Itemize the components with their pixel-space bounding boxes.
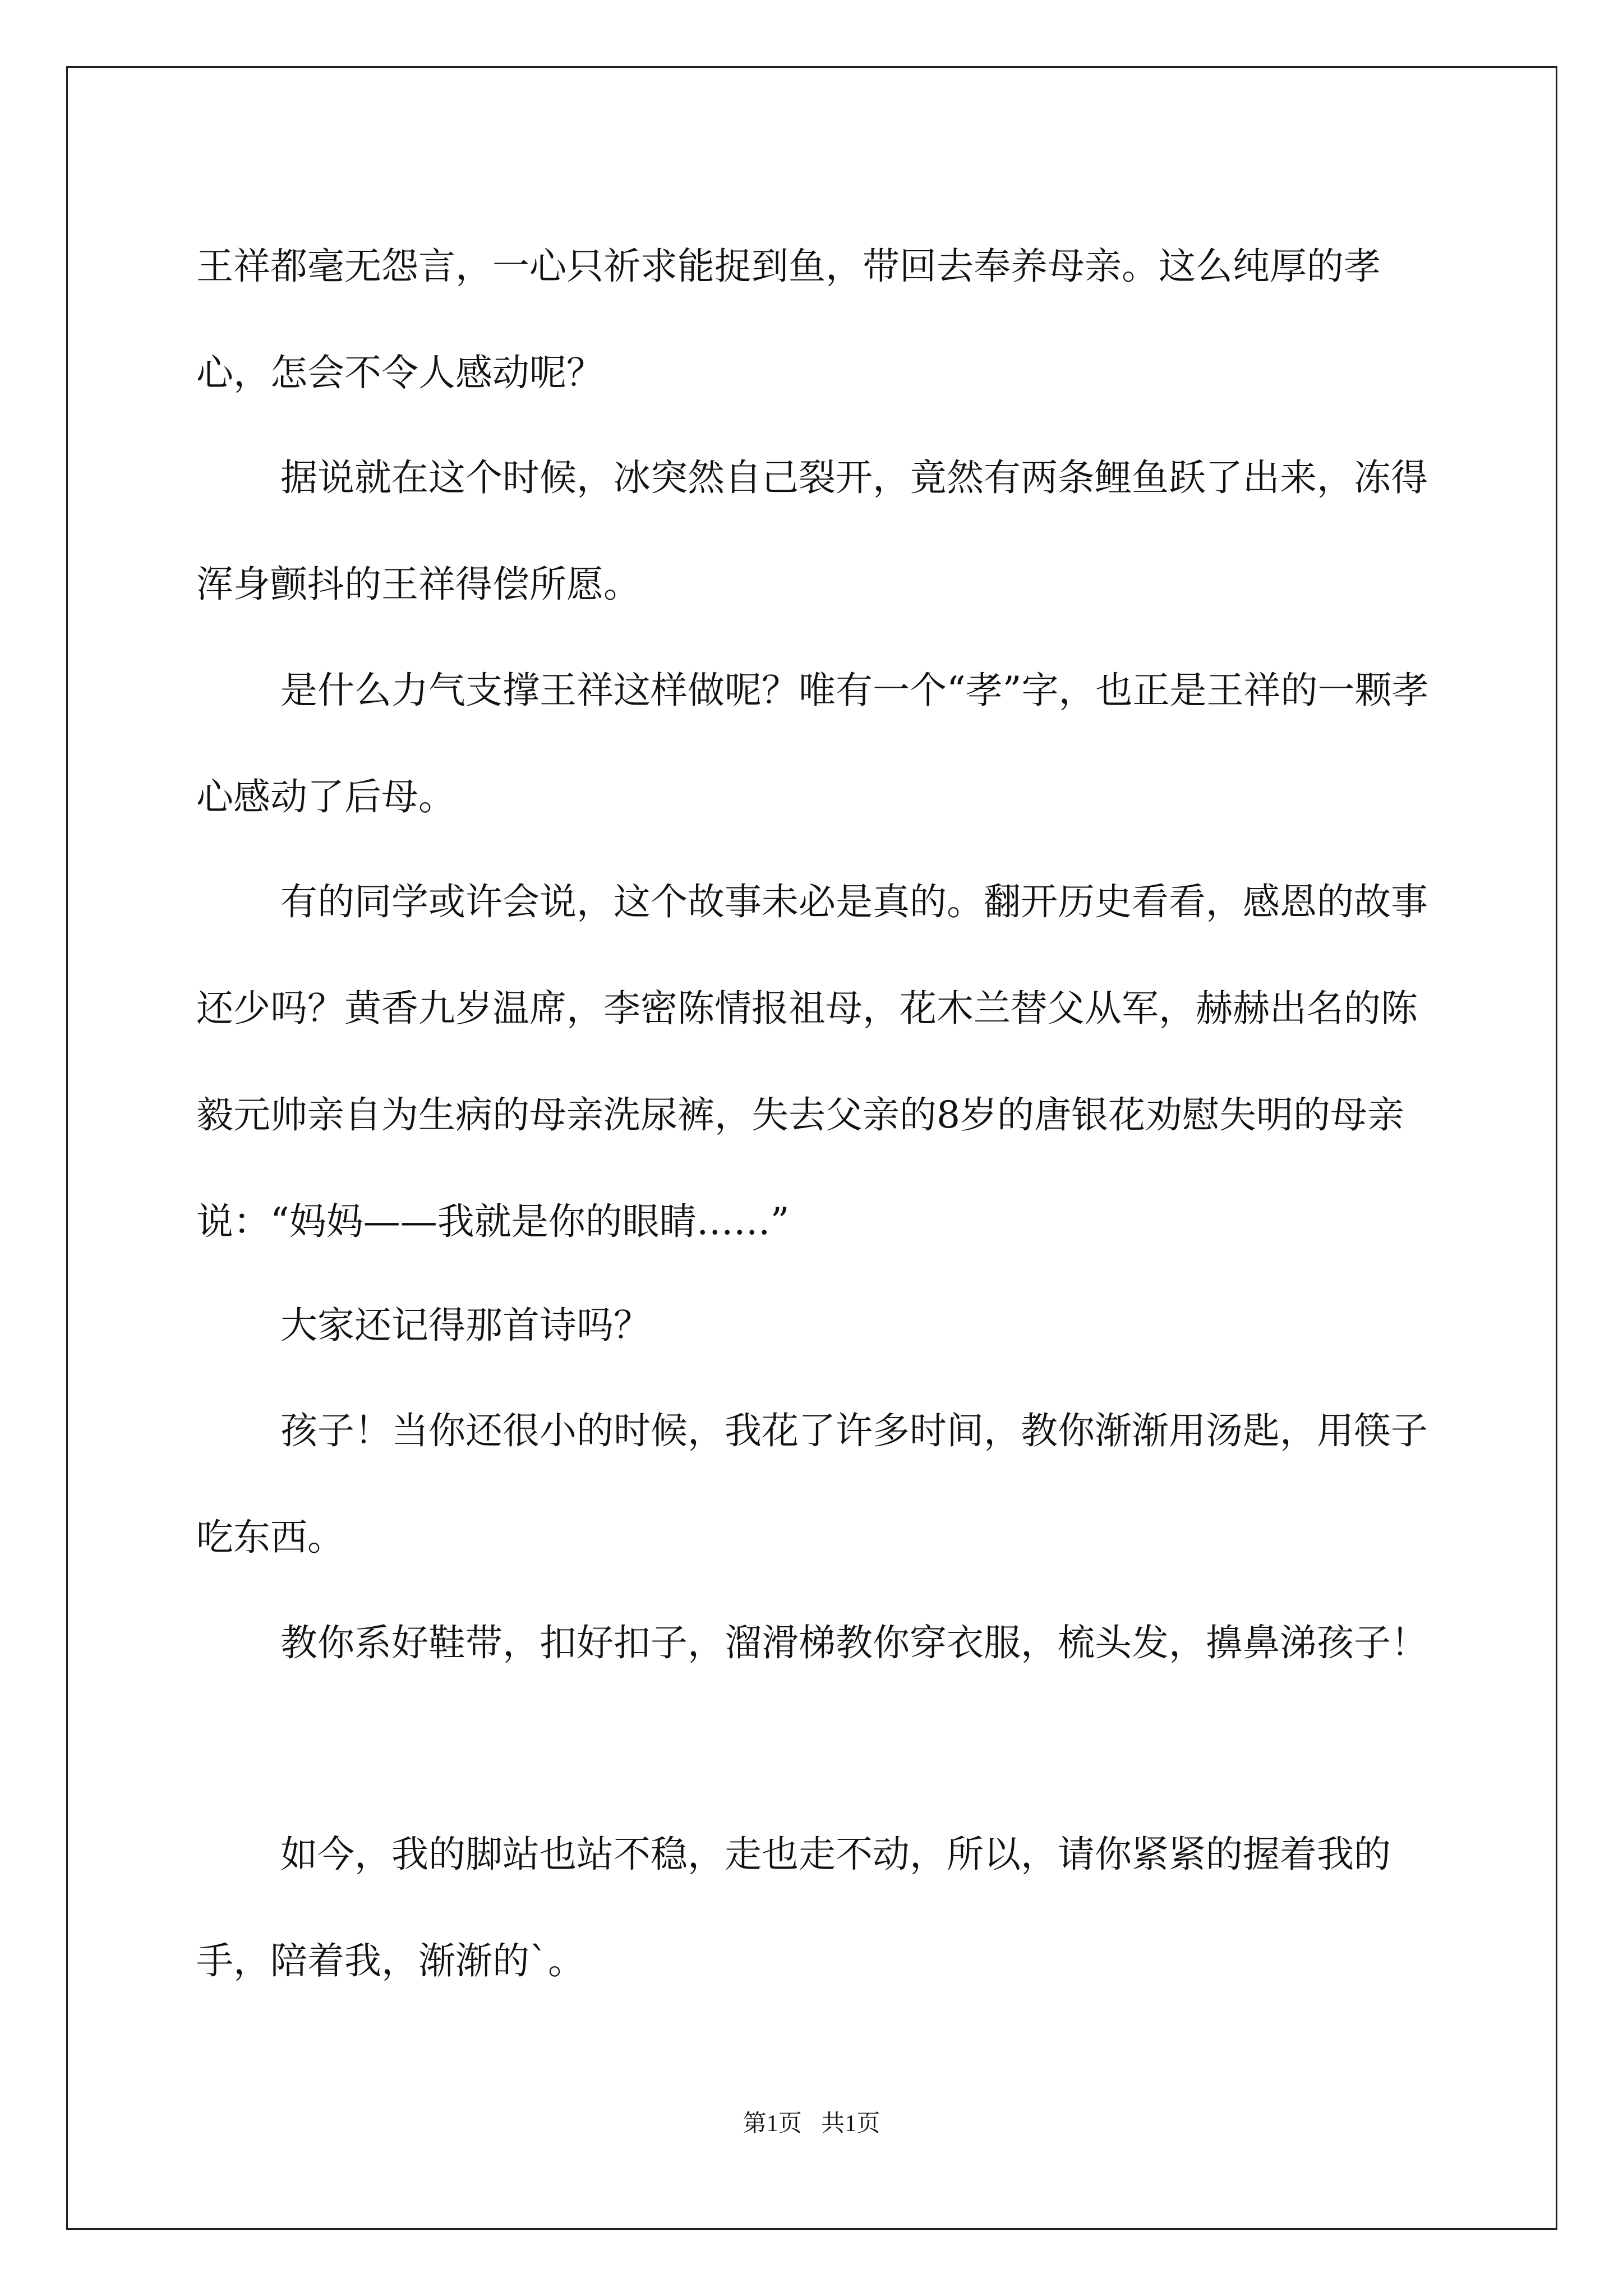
paragraph-4: 有的同学或许会说，这个故事未必是真的。翻开历史看看，感恩的故事还少吗？黄香九岁温席，李密陈情报祖母，花木兰替父从军，赫赫出名的陈毅元帅亲自为生病的母亲洗尿裤，失去父亲的8岁的唐银花劝慰失明的母亲说：“妈妈——我就是你的眼睛……” bbox=[196, 880, 1428, 1243]
page-number: 第1页 bbox=[743, 2111, 802, 2137]
paragraph-7: 教你系好鞋带，扣好扣子，溜滑梯教你穿衣服，梳头发，擤鼻涕孩子！ bbox=[280, 1621, 1428, 1664]
paragraph-6: 孩子！当你还很小的时候，我花了许多时间，教你渐渐用汤匙，用筷子吃东西。 bbox=[196, 1409, 1428, 1559]
page-footer bbox=[0, 2105, 1623, 2138]
paragraph-1: 王祥都毫无怨言，一心只祈求能捉到鱼，带回去奉养母亲。这么纯厚的孝心，怎会不令人感动呢？ bbox=[196, 245, 1381, 394]
paragraph-8: 如今，我的脚站也站不稳，走也走不动，所以，请你紧紧的握着我的手，陪着我，渐渐的`。 bbox=[196, 1833, 1391, 1982]
paragraph-3: 是什么力气支撑王祥这样做呢？唯有一个“孝”字，也正是王祥的一颗孝心感动了后母。 bbox=[196, 669, 1429, 818]
paragraph-5: 大家还记得那首诗吗？ bbox=[280, 1304, 651, 1347]
paragraph-2: 据说就在这个时候，冰突然自己裂开，竟然有两条鲤鱼跃了出来，冻得浑身颤抖的王祥得偿所愿。 bbox=[196, 456, 1428, 606]
page-total: 共1页 bbox=[821, 2111, 880, 2137]
